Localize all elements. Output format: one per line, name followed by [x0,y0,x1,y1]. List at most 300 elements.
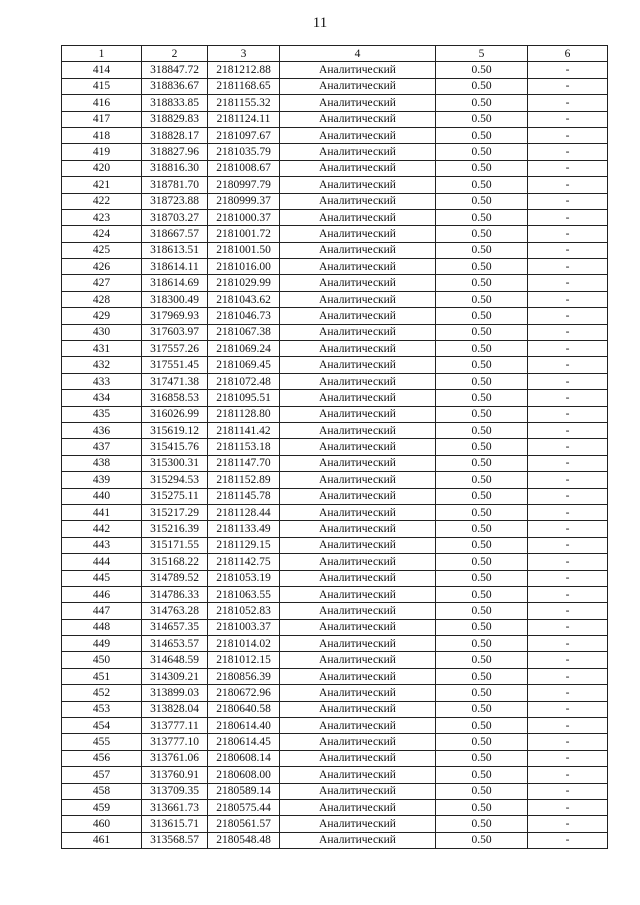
point-number-cell: 434 [62,390,142,406]
method-cell: Аналитический [280,488,436,504]
point-number-cell: 436 [62,422,142,438]
table-row [62,718,608,734]
x-coordinate-cell: 318829.83 [142,111,208,127]
error-cell: 0.50 [436,636,528,652]
note-cell: - [528,718,608,734]
y-coordinate-cell: 2180614.45 [208,734,280,750]
error-cell: 0.50 [436,62,528,78]
x-coordinate-cell: 318614.11 [142,259,208,275]
y-coordinate-cell: 2181046.73 [208,308,280,324]
note-cell: - [528,242,608,258]
note-cell: - [528,373,608,389]
point-number-cell: 440 [62,488,142,504]
x-coordinate-cell: 313761.06 [142,750,208,766]
column-header-1: 1 [62,46,142,62]
table-row [62,209,608,225]
table-row [62,701,608,717]
table-row [62,586,608,602]
header-row [62,46,608,62]
note-cell: - [528,636,608,652]
point-number-cell: 415 [62,78,142,94]
column-header-6: 6 [528,46,608,62]
error-cell: 0.50 [436,685,528,701]
x-coordinate-cell: 318613.51 [142,242,208,258]
table-row [62,455,608,471]
x-coordinate-cell: 313899.03 [142,685,208,701]
error-cell: 0.50 [436,734,528,750]
table-row [62,324,608,340]
x-coordinate-cell: 314657.35 [142,619,208,635]
method-cell: Аналитический [280,144,436,160]
error-cell: 0.50 [436,177,528,193]
y-coordinate-cell: 2180614.40 [208,718,280,734]
table-row [62,767,608,783]
method-cell: Аналитический [280,62,436,78]
x-coordinate-cell: 313777.11 [142,718,208,734]
y-coordinate-cell: 2181016.00 [208,259,280,275]
table-row [62,78,608,94]
point-number-cell: 422 [62,193,142,209]
method-cell: Аналитический [280,111,436,127]
x-coordinate-cell: 317551.45 [142,357,208,373]
column-header-2: 2 [142,46,208,62]
y-coordinate-cell: 2181072.48 [208,373,280,389]
method-cell: Аналитический [280,472,436,488]
table-row [62,521,608,537]
x-coordinate-cell: 313828.04 [142,701,208,717]
method-cell: Аналитический [280,832,436,848]
method-cell: Аналитический [280,324,436,340]
point-number-cell: 459 [62,799,142,815]
y-coordinate-cell: 2181003.37 [208,619,280,635]
method-cell: Аналитический [280,652,436,668]
note-cell: - [528,160,608,176]
note-cell: - [528,177,608,193]
error-cell: 0.50 [436,521,528,537]
method-cell: Аналитический [280,455,436,471]
y-coordinate-cell: 2181147.70 [208,455,280,471]
method-cell: Аналитический [280,554,436,570]
note-cell: - [528,357,608,373]
table-row [62,144,608,160]
y-coordinate-cell: 2181069.45 [208,357,280,373]
y-coordinate-cell: 2181128.80 [208,406,280,422]
table-row [62,226,608,242]
x-coordinate-cell: 315171.55 [142,537,208,553]
y-coordinate-cell: 2181067.38 [208,324,280,340]
note-cell: - [528,652,608,668]
method-cell: Аналитический [280,177,436,193]
error-cell: 0.50 [436,439,528,455]
note-cell: - [528,586,608,602]
x-coordinate-cell: 318781.70 [142,177,208,193]
error-cell: 0.50 [436,832,528,848]
note-cell: - [528,488,608,504]
method-cell: Аналитический [280,390,436,406]
y-coordinate-cell: 2181000.37 [208,209,280,225]
error-cell: 0.50 [436,718,528,734]
error-cell: 0.50 [436,78,528,94]
y-coordinate-cell: 2181001.50 [208,242,280,258]
x-coordinate-cell: 313709.35 [142,783,208,799]
table-row [62,799,608,815]
table-row [62,636,608,652]
point-number-cell: 449 [62,636,142,652]
error-cell: 0.50 [436,209,528,225]
error-cell: 0.50 [436,291,528,307]
table-row [62,422,608,438]
note-cell: - [528,193,608,209]
point-number-cell: 429 [62,308,142,324]
x-coordinate-cell: 318614.69 [142,275,208,291]
point-number-cell: 426 [62,259,142,275]
y-coordinate-cell: 2180561.57 [208,816,280,832]
point-number-cell: 427 [62,275,142,291]
error-cell: 0.50 [436,193,528,209]
point-number-cell: 454 [62,718,142,734]
x-coordinate-cell: 315275.11 [142,488,208,504]
table-row [62,816,608,832]
error-cell: 0.50 [436,570,528,586]
point-number-cell: 424 [62,226,142,242]
y-coordinate-cell: 2181129.15 [208,537,280,553]
method-cell: Аналитический [280,619,436,635]
x-coordinate-cell: 317471.38 [142,373,208,389]
error-cell: 0.50 [436,537,528,553]
y-coordinate-cell: 2181069.24 [208,341,280,357]
x-coordinate-cell: 313615.71 [142,816,208,832]
table-row [62,308,608,324]
table-row [62,652,608,668]
table-row [62,439,608,455]
method-cell: Аналитический [280,308,436,324]
note-cell: - [528,685,608,701]
note-cell: - [528,734,608,750]
error-cell: 0.50 [436,144,528,160]
error-cell: 0.50 [436,816,528,832]
x-coordinate-cell: 316858.53 [142,390,208,406]
point-number-cell: 461 [62,832,142,848]
point-number-cell: 447 [62,603,142,619]
error-cell: 0.50 [436,488,528,504]
x-coordinate-cell: 318836.67 [142,78,208,94]
point-number-cell: 428 [62,291,142,307]
table-row [62,488,608,504]
point-number-cell: 441 [62,504,142,520]
point-number-cell: 452 [62,685,142,701]
error-cell: 0.50 [436,504,528,520]
y-coordinate-cell: 2180548.48 [208,832,280,848]
error-cell: 0.50 [436,472,528,488]
note-cell: - [528,291,608,307]
error-cell: 0.50 [436,111,528,127]
method-cell: Аналитический [280,521,436,537]
method-cell: Аналитический [280,783,436,799]
y-coordinate-cell: 2180608.14 [208,750,280,766]
table-row [62,668,608,684]
note-cell: - [528,603,608,619]
x-coordinate-cell: 318816.30 [142,160,208,176]
method-cell: Аналитический [280,160,436,176]
x-coordinate-cell: 314648.59 [142,652,208,668]
y-coordinate-cell: 2180575.44 [208,799,280,815]
table-row [62,537,608,553]
note-cell: - [528,439,608,455]
method-cell: Аналитический [280,78,436,94]
method-cell: Аналитический [280,275,436,291]
error-cell: 0.50 [436,357,528,373]
method-cell: Аналитический [280,636,436,652]
error-cell: 0.50 [436,586,528,602]
y-coordinate-cell: 2181014.02 [208,636,280,652]
error-cell: 0.50 [436,767,528,783]
note-cell: - [528,570,608,586]
x-coordinate-cell: 318667.57 [142,226,208,242]
error-cell: 0.50 [436,422,528,438]
point-number-cell: 432 [62,357,142,373]
note-cell: - [528,390,608,406]
x-coordinate-cell: 313760.91 [142,767,208,783]
x-coordinate-cell: 317603.97 [142,324,208,340]
error-cell: 0.50 [436,95,528,111]
y-coordinate-cell: 2181153.18 [208,439,280,455]
x-coordinate-cell: 318833.85 [142,95,208,111]
table-row [62,95,608,111]
note-cell: - [528,701,608,717]
method-cell: Аналитический [280,570,436,586]
note-cell: - [528,799,608,815]
note-cell: - [528,668,608,684]
table-row [62,341,608,357]
table-row [62,570,608,586]
y-coordinate-cell: 2181063.55 [208,586,280,602]
note-cell: - [528,78,608,94]
x-coordinate-cell: 315619.12 [142,422,208,438]
point-number-cell: 460 [62,816,142,832]
point-number-cell: 421 [62,177,142,193]
note-cell: - [528,259,608,275]
method-cell: Аналитический [280,291,436,307]
method-cell: Аналитический [280,701,436,717]
point-number-cell: 419 [62,144,142,160]
note-cell: - [528,832,608,848]
table-row [62,390,608,406]
point-number-cell: 437 [62,439,142,455]
error-cell: 0.50 [436,799,528,815]
column-header-5: 5 [436,46,528,62]
y-coordinate-cell: 2180856.39 [208,668,280,684]
error-cell: 0.50 [436,783,528,799]
error-cell: 0.50 [436,242,528,258]
point-number-cell: 450 [62,652,142,668]
table-row [62,177,608,193]
method-cell: Аналитический [280,439,436,455]
y-coordinate-cell: 2181128.44 [208,504,280,520]
note-cell: - [528,816,608,832]
x-coordinate-cell: 314309.21 [142,668,208,684]
y-coordinate-cell: 2180608.00 [208,767,280,783]
table-row [62,685,608,701]
method-cell: Аналитический [280,750,436,766]
x-coordinate-cell: 318300.49 [142,291,208,307]
column-header-4: 4 [280,46,436,62]
y-coordinate-cell: 2181095.51 [208,390,280,406]
table-row [62,554,608,570]
point-number-cell: 455 [62,734,142,750]
x-coordinate-cell: 314653.57 [142,636,208,652]
point-number-cell: 430 [62,324,142,340]
table-row [62,62,608,78]
x-coordinate-cell: 313777.10 [142,734,208,750]
method-cell: Аналитический [280,799,436,815]
error-cell: 0.50 [436,701,528,717]
method-cell: Аналитический [280,504,436,520]
table-row [62,750,608,766]
point-number-cell: 433 [62,373,142,389]
table-row [62,783,608,799]
method-cell: Аналитический [280,718,436,734]
point-number-cell: 414 [62,62,142,78]
table-row [62,832,608,848]
error-cell: 0.50 [436,308,528,324]
y-coordinate-cell: 2181035.79 [208,144,280,160]
y-coordinate-cell: 2180997.79 [208,177,280,193]
error-cell: 0.50 [436,619,528,635]
point-number-cell: 443 [62,537,142,553]
column-header-3: 3 [208,46,280,62]
table-header [62,46,608,62]
note-cell: - [528,472,608,488]
note-cell: - [528,767,608,783]
y-coordinate-cell: 2181133.49 [208,521,280,537]
note-cell: - [528,537,608,553]
table-row [62,373,608,389]
method-cell: Аналитический [280,668,436,684]
error-cell: 0.50 [436,554,528,570]
point-number-cell: 417 [62,111,142,127]
table-row [62,275,608,291]
error-cell: 0.50 [436,373,528,389]
note-cell: - [528,127,608,143]
x-coordinate-cell: 318703.27 [142,209,208,225]
table-row [62,734,608,750]
error-cell: 0.50 [436,603,528,619]
point-number-cell: 451 [62,668,142,684]
point-number-cell: 420 [62,160,142,176]
y-coordinate-cell: 2181155.32 [208,95,280,111]
method-cell: Аналитический [280,341,436,357]
table-row [62,242,608,258]
table-row [62,504,608,520]
note-cell: - [528,275,608,291]
point-number-cell: 423 [62,209,142,225]
table-row [62,291,608,307]
x-coordinate-cell: 315415.76 [142,439,208,455]
y-coordinate-cell: 2180672.96 [208,685,280,701]
x-coordinate-cell: 314763.28 [142,603,208,619]
note-cell: - [528,62,608,78]
note-cell: - [528,783,608,799]
error-cell: 0.50 [436,226,528,242]
error-cell: 0.50 [436,750,528,766]
x-coordinate-cell: 315300.31 [142,455,208,471]
error-cell: 0.50 [436,160,528,176]
method-cell: Аналитический [280,357,436,373]
method-cell: Аналитический [280,816,436,832]
error-cell: 0.50 [436,652,528,668]
table-row [62,127,608,143]
error-cell: 0.50 [436,259,528,275]
method-cell: Аналитический [280,226,436,242]
x-coordinate-cell: 318847.72 [142,62,208,78]
table-row [62,111,608,127]
table-row [62,603,608,619]
y-coordinate-cell: 2181052.83 [208,603,280,619]
x-coordinate-cell: 317969.93 [142,308,208,324]
error-cell: 0.50 [436,341,528,357]
note-cell: - [528,324,608,340]
error-cell: 0.50 [436,324,528,340]
x-coordinate-cell: 315168.22 [142,554,208,570]
x-coordinate-cell: 317557.26 [142,341,208,357]
point-number-cell: 456 [62,750,142,766]
point-number-cell: 431 [62,341,142,357]
point-number-cell: 445 [62,570,142,586]
error-cell: 0.50 [436,390,528,406]
point-number-cell: 416 [62,95,142,111]
note-cell: - [528,308,608,324]
method-cell: Аналитический [280,373,436,389]
y-coordinate-cell: 2181212.88 [208,62,280,78]
note-cell: - [528,95,608,111]
x-coordinate-cell: 313568.57 [142,832,208,848]
y-coordinate-cell: 2181141.42 [208,422,280,438]
table-row [62,259,608,275]
note-cell: - [528,422,608,438]
note-cell: - [528,554,608,570]
method-cell: Аналитический [280,603,436,619]
x-coordinate-cell: 315217.29 [142,504,208,520]
y-coordinate-cell: 2181008.67 [208,160,280,176]
point-number-cell: 446 [62,586,142,602]
method-cell: Аналитический [280,193,436,209]
y-coordinate-cell: 2181043.62 [208,291,280,307]
error-cell: 0.50 [436,406,528,422]
method-cell: Аналитический [280,685,436,701]
y-coordinate-cell: 2181145.78 [208,488,280,504]
point-number-cell: 448 [62,619,142,635]
coordinates-table [61,45,608,849]
y-coordinate-cell: 2181168.65 [208,78,280,94]
method-cell: Аналитический [280,734,436,750]
page-number: 11 [312,15,328,31]
note-cell: - [528,111,608,127]
x-coordinate-cell: 315216.39 [142,521,208,537]
y-coordinate-cell: 2181012.15 [208,652,280,668]
note-cell: - [528,144,608,160]
point-number-cell: 458 [62,783,142,799]
note-cell: - [528,406,608,422]
note-cell: - [528,209,608,225]
x-coordinate-cell: 313661.73 [142,799,208,815]
point-number-cell: 444 [62,554,142,570]
x-coordinate-cell: 318723.88 [142,193,208,209]
y-coordinate-cell: 2181152.89 [208,472,280,488]
error-cell: 0.50 [436,455,528,471]
y-coordinate-cell: 2181124.11 [208,111,280,127]
note-cell: - [528,455,608,471]
y-coordinate-cell: 2181029.99 [208,275,280,291]
